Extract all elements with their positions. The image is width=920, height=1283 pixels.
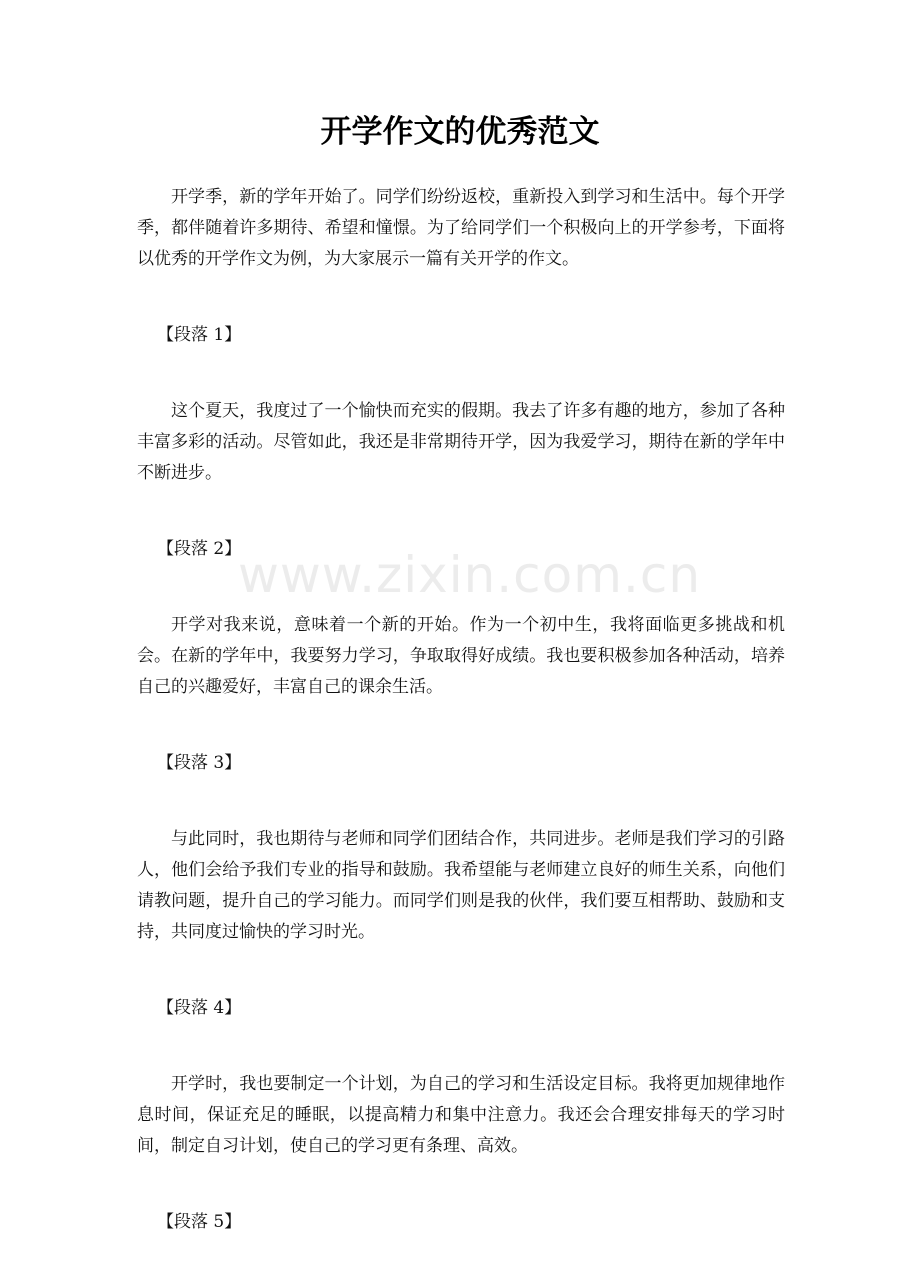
section-paragraph-3: 与此同时，我也期待与老师和同学们团结合作，共同进步。老师是我们学习的引路人，他们会给予我们专业的指导和鼓励。我希望能与老师建立良好的师生关系，向他们请教问题，提升自己的学习能力。而同学们则是我的伙伴，我们要互相帮助、鼓励和支持，共同度过愉快的学习时光。 <box>137 829 785 942</box>
section-heading-5: 【段落 5】 <box>157 1212 242 1232</box>
document-body <box>137 182 785 1283</box>
section-heading-1: 【段落 1】 <box>157 325 242 345</box>
section-paragraph-1: 这个夏天，我度过了一个愉快而充实的假期。我去了许多有趣的地方，参加了各种丰富多彩的活动。尽管如此，我还是非常期待开学，因为我爱学习，期待在新的学年中不断进步。 <box>137 401 785 483</box>
section-heading-3: 【段落 3】 <box>157 753 242 773</box>
document-title: 开学作文的优秀范文 <box>320 114 600 150</box>
section-paragraph-2: 开学对我来说，意味着一个新的开始。作为一个初中生，我将面临更多挑战和机会。在新的学年中，我要努力学习，争取取得好成绩。我也要积极参加各种活动，培养自己的兴趣爱好，丰富自己的课余生活。 <box>137 615 785 697</box>
section-heading-2: 【段落 2】 <box>157 539 242 559</box>
watermark: www.zixin.com.cn <box>238 546 702 604</box>
intro-paragraph: 开学季，新的学年开始了。同学们纷纷返校，重新投入到学习和生活中。每个开学季，都伴随着许多期待、希望和憧憬。为了给同学们一个积极向上的开学参考，下面将以优秀的开学作文为例，为大家展示一篇有关开学的作文。 <box>137 187 785 269</box>
section-heading-4: 【段落 4】 <box>157 998 242 1018</box>
section-paragraph-4: 开学时，我也要制定一个计划，为自己的学习和生活设定目标。我将更加规律地作息时间，保证充足的睡眠，以提高精力和集中注意力。我还会合理安排每天的学习时间，制定自习计划，使自己的学习更有条理、高效。 <box>137 1074 785 1156</box>
